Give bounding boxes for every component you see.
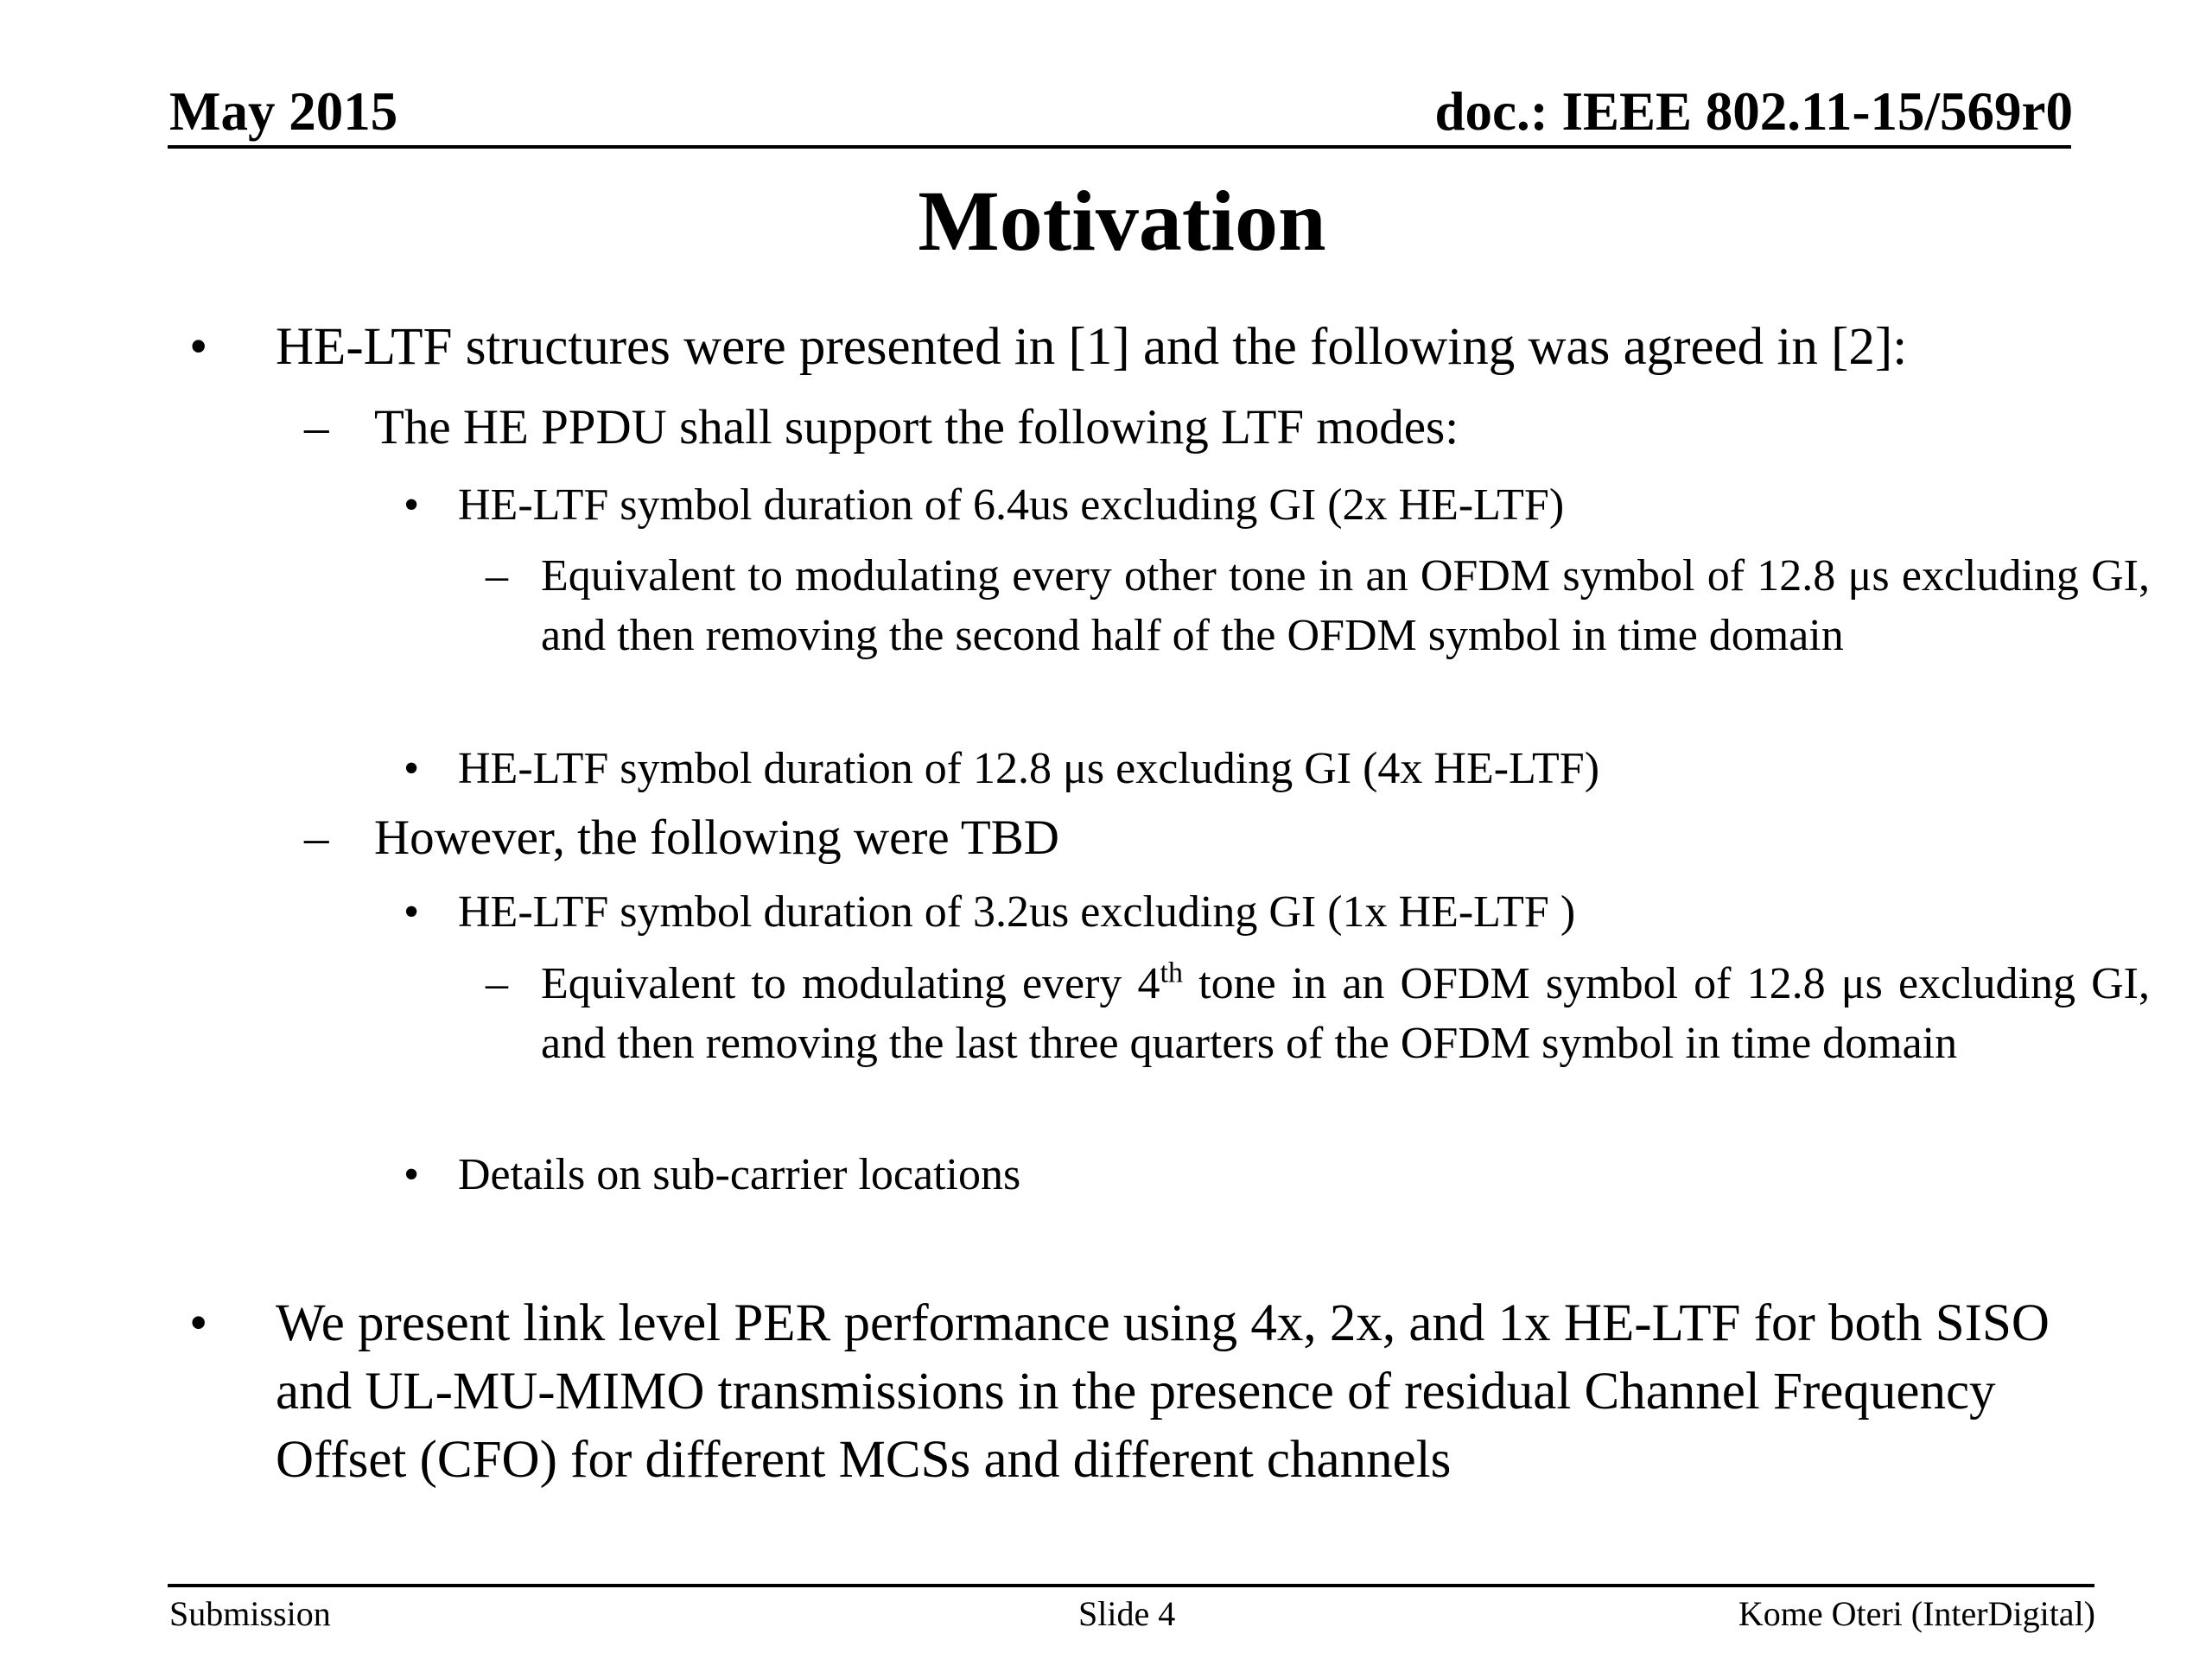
bullet-text: Equivalent to modulating every other tone in an OFDM symbol of 12.8 μs excluding GI, and then removing the second half of the OFDM symbol in time domain	[541, 551, 2150, 660]
footer-divider	[168, 1584, 2094, 1587]
dash-marker: –	[304, 400, 329, 454]
bullet-text: The HE PPDU shall support the following LTF modes:	[374, 400, 1459, 454]
bullet-marker: •	[189, 1294, 208, 1352]
bullet-text: However, the following were TBD	[374, 810, 1059, 865]
bullet-text: HE-LTF structures were presented in [1] and the following was agreed in [2]:	[276, 318, 1908, 376]
footer-slide-number: Slide 4	[1078, 1594, 1176, 1633]
bullet-text: Details on sub-carrier locations	[458, 1150, 1021, 1199]
header-divider	[168, 145, 2071, 149]
bullet-text: We present link level PER performance using 4x, 2x, and 1x HE-LTF for both SISO and UL-MU-MIMO transmissions in the presence of residual Channel Frequency Offset (CFO) for different MCSs and different channels	[276, 1294, 2050, 1489]
bullet-marker: •	[404, 1150, 420, 1199]
ordinal-superscript: th	[1160, 957, 1183, 989]
bullet-text	[541, 954, 2150, 1073]
slide-title: Motivation	[918, 173, 1326, 269]
bullet-text: HE-LTF symbol duration of 12.8 μs excluding GI (4x HE-LTF)	[458, 744, 1600, 793]
header-doc-id: doc.: IEEE 802.11-15/569r0	[1434, 81, 2073, 142]
dash-marker: –	[486, 551, 508, 601]
bullet-text: HE-LTF symbol duration of 6.4us excluding GI (2x HE-LTF)	[458, 480, 1565, 530]
dash-marker: –	[304, 810, 329, 865]
bullet-marker: •	[404, 744, 420, 793]
bullet-marker: •	[404, 887, 420, 937]
bullet-text-part: tone in an OFDM symbol of 12.8 μs excluding GI, and then removing the last three quarters of the OFDM symbol in time domain	[541, 959, 2150, 1068]
dash-marker: –	[486, 959, 508, 1008]
header-date: May 2015	[169, 81, 398, 142]
bullet-text-part: Equivalent to modulating every 4	[541, 959, 1160, 1008]
footer-submission: Submission	[169, 1594, 331, 1633]
bullet-marker: •	[404, 480, 420, 530]
bullet-marker: •	[189, 318, 208, 376]
bullet-text: HE-LTF symbol duration of 3.2us excluding GI (1x HE-LTF )	[458, 887, 1576, 937]
footer-author: Kome Oteri (InterDigital)	[1738, 1594, 2095, 1633]
